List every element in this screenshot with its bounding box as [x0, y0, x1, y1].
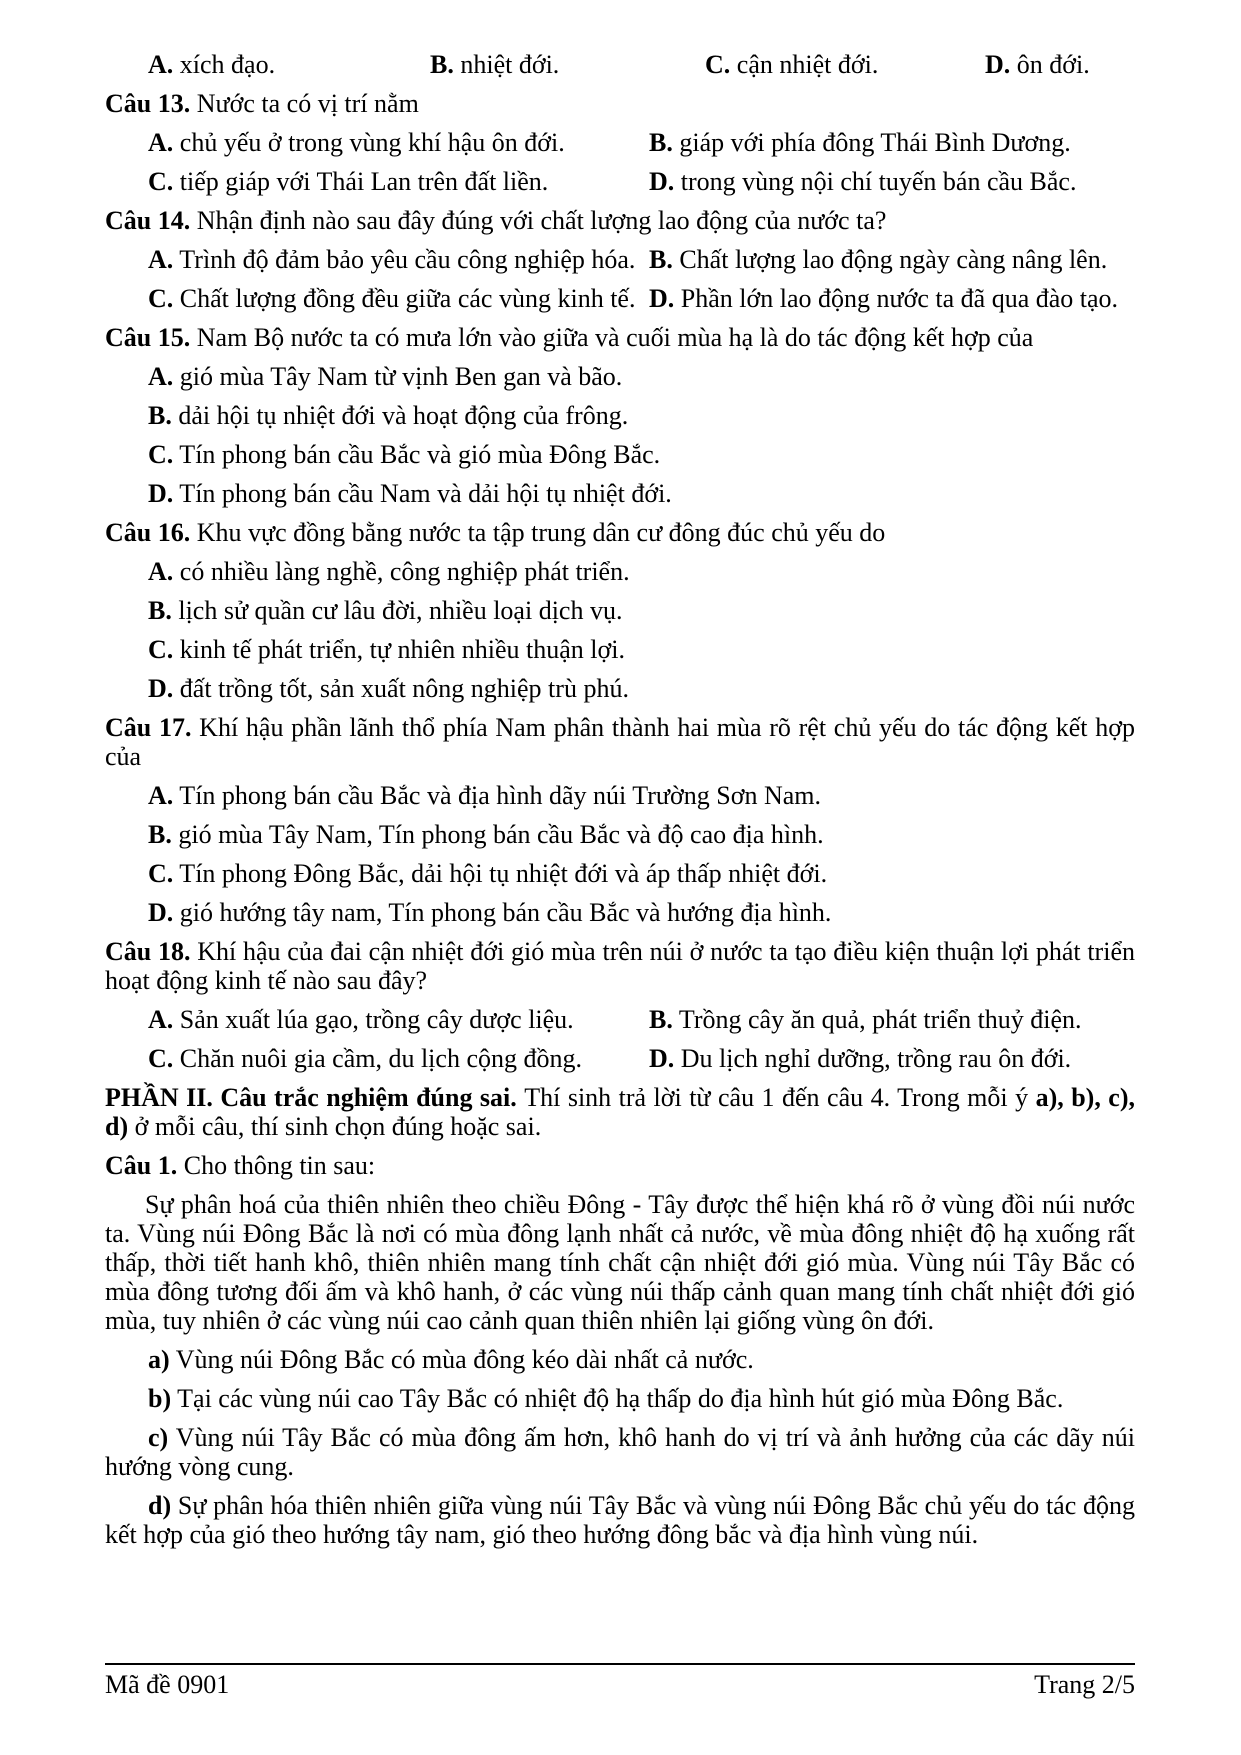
answer-option: D. đất trồng tốt, sản xuất nông nghiệp trù phú. [148, 674, 629, 703]
option-letter: B. [148, 596, 172, 625]
option-letter: D. [148, 898, 174, 927]
option-letter: C. [148, 440, 174, 469]
question-options-row [105, 50, 1135, 79]
option-letter: C. [148, 635, 174, 664]
answer-option: D. ôn đới. [985, 50, 1090, 79]
statement-letter: b) [148, 1384, 172, 1413]
answer-option: B. lịch sử quần cư lâu đời, nhiều loại dịch vụ. [148, 596, 623, 625]
option-letter: A. [148, 50, 174, 79]
question-label: Câu 15. [105, 323, 191, 352]
question-stem: Câu 15. Nam Bộ nước ta có mưa lớn vào giữa và cuối mùa hạ là do tác động kết hợp của [105, 323, 1034, 352]
answer-option: A. Sản xuất lúa gạo, trồng cây dược liệu. [148, 1005, 574, 1034]
option-letter: D. [985, 50, 1011, 79]
option-letter: A. [148, 1005, 174, 1034]
answer-option: A. Tín phong bán cầu Bắc và địa hình dãy núi Trường Sơn Nam. [148, 781, 821, 810]
section-heading-text: ở mỗi câu, thí sinh chọn đúng hoặc sai. [128, 1112, 542, 1141]
answer-option: C. Tín phong Đông Bắc, dải hội tụ nhiệt đới và áp thấp nhiệt đới. [148, 859, 828, 888]
exam-content [105, 50, 1135, 1549]
statement-letter: c) [148, 1423, 169, 1452]
section-heading-bold: PHẦN II. Câu trắc nghiệm đúng sai. [105, 1083, 525, 1112]
answer-option: C. Chăn nuôi gia cầm, du lịch cộng đồng. [148, 1044, 582, 1073]
answer-option: B. Chất lượng lao động ngày càng nâng lên. [649, 245, 1108, 274]
answer-option: C. cận nhiệt đới. [705, 50, 879, 79]
question-stem: Câu 16. Khu vực đồng bằng nước ta tập trung dân cư đông đúc chủ yếu do [105, 518, 886, 547]
question-options-row [105, 1005, 1135, 1034]
option-letter: A. [148, 362, 174, 391]
question-options-row [105, 1044, 1135, 1073]
answer-option: C. Tín phong bán cầu Bắc và gió mùa Đông Bắc. [148, 440, 661, 469]
question-label: Câu 17. [105, 713, 192, 742]
question-label: Câu 14. [105, 206, 191, 235]
option-letter: B. [148, 820, 172, 849]
question-stem: Câu 18. Khí hậu của đai cận nhiệt đới gió mùa trên núi ở nước ta tạo điều kiện thuận lợi phát triển hoạt động kinh tế nào sau đây? [105, 937, 1135, 995]
option-letter: C. [148, 1044, 174, 1073]
section-heading-text: Thí sinh trả lời từ câu 1 đến câu 4. Trong mỗi ý [524, 1083, 1036, 1112]
answer-option: D. gió hướng tây nam, Tín phong bán cầu Bắc và hướng địa hình. [148, 898, 832, 927]
answer-option: C. tiếp giáp với Thái Lan trên đất liền. [148, 167, 549, 196]
statement-item: d) Sự phân hóa thiên nhiên giữa vùng núi Tây Bắc và vùng núi Đông Bắc chủ yếu do tác động kết hợp của gió theo hướng tây nam, gió theo hướng đông bắc và địa hình vùng núi. [105, 1491, 1135, 1549]
answer-option: A. Trình độ đảm bảo yêu cầu công nghiệp hóa. [148, 245, 636, 274]
option-letter: D. [148, 674, 174, 703]
question-label: Câu 13. [105, 89, 191, 118]
statement-item: c) Vùng núi Tây Bắc có mùa đông ấm hơn, khô hanh do vị trí và ảnh hưởng của các dãy núi hướng vòng cung. [105, 1423, 1135, 1481]
answer-option: B. nhiệt đới. [430, 50, 560, 79]
statement-letter: a) [148, 1345, 170, 1374]
question-stem: Câu 1. Cho thông tin sau: [105, 1151, 376, 1180]
answer-option: D. trong vùng nội chí tuyến bán cầu Bắc. [649, 167, 1077, 196]
exam-code: Mã đề 0901 [105, 1670, 230, 1699]
answer-option: B. Trồng cây ăn quả, phát triển thuỷ điện. [649, 1005, 1082, 1034]
answer-option: A. xích đạo. [148, 50, 276, 79]
option-letter: B. [148, 401, 172, 430]
option-letter: A. [148, 781, 174, 810]
section-heading [105, 1083, 1135, 1141]
question-stem: Câu 17. Khí hậu phần lãnh thổ phía Nam phân thành hai mùa rõ rệt chủ yếu do tác động kết hợp của [105, 713, 1135, 771]
question-label: Câu 1. [105, 1151, 178, 1180]
answer-option: D. Tín phong bán cầu Nam và dải hội tụ nhiệt đới. [148, 479, 672, 508]
statement-item: a) Vùng núi Đông Bắc có mùa đông kéo dài nhất cả nước. [148, 1345, 754, 1374]
answer-option: A. chủ yếu ở trong vùng khí hậu ôn đới. [148, 128, 565, 157]
option-letter: A. [148, 128, 174, 157]
option-letter: C. [148, 167, 174, 196]
statement-item: b) Tại các vùng núi cao Tây Bắc có nhiệt độ hạ thấp do địa hình hút gió mùa Đông Bắc. [148, 1384, 1064, 1413]
option-letter: B. [649, 1005, 673, 1034]
option-letter: B. [649, 245, 673, 274]
page-footer [105, 1663, 1135, 1699]
question-label: Câu 16. [105, 518, 191, 547]
info-paragraph: Sự phân hoá của thiên nhiên theo chiều Đông - Tây được thể hiện khá rõ ở vùng đồi núi nước ta. Vùng núi Đông Bắc là nơi có mùa đông lạnh nhất cả nước, về mùa đông nhiệt độ hạ xuống rất thấp, thời tiết hanh khô, thiên nhiên mang tính chất cận nhiệt đới gió mùa. Vùng núi Tây Bắc có mùa đông tương đối ấm và khô hanh, ở các vùng núi thấp cảnh quan mang tính chất nhiệt đới gió mùa, tuy nhiên ở các vùng núi cao cảnh quan thiên nhiên lại giống vùng ôn đới. [105, 1190, 1135, 1335]
option-letter: D. [148, 479, 174, 508]
option-letter: A. [148, 245, 174, 274]
question-stem: Câu 14. Nhận định nào sau đây đúng với chất lượng lao động của nước ta? [105, 206, 887, 235]
question-options-row [105, 284, 1135, 313]
option-letter: D. [649, 167, 675, 196]
answer-option: B. gió mùa Tây Nam, Tín phong bán cầu Bắc và độ cao địa hình. [148, 820, 824, 849]
answer-option: A. gió mùa Tây Nam từ vịnh Ben gan và bão. [148, 362, 623, 391]
page-number: Trang 2/5 [1034, 1670, 1135, 1699]
question-options-row [105, 245, 1135, 274]
question-label: Câu 18. [105, 937, 191, 966]
answer-option: A. có nhiều làng nghề, công nghiệp phát triển. [148, 557, 630, 586]
statement-letter: d) [148, 1491, 172, 1520]
option-letter: C. [148, 284, 174, 313]
answer-option: D. Phần lớn lao động nước ta đã qua đào tạo. [649, 284, 1119, 313]
section-heading-bold: a), b), c), d) [105, 1083, 1135, 1141]
answer-option: C. Chất lượng đồng đều giữa các vùng kinh tế. [148, 284, 636, 313]
question-options-row [105, 128, 1135, 157]
answer-option: B. dải hội tụ nhiệt đới và hoạt động của frông. [148, 401, 629, 430]
question-options-row [105, 167, 1135, 196]
option-letter: A. [148, 557, 174, 586]
option-letter: B. [430, 50, 454, 79]
option-letter: C. [705, 50, 731, 79]
option-letter: D. [649, 1044, 675, 1073]
answer-option: D. Du lịch nghỉ dưỡng, trồng rau ôn đới. [649, 1044, 1072, 1073]
answer-option: B. giáp với phía đông Thái Bình Dương. [649, 128, 1071, 157]
option-letter: C. [148, 859, 174, 888]
option-letter: D. [649, 284, 675, 313]
question-stem: Câu 13. Nước ta có vị trí nằm [105, 89, 419, 118]
option-letter: B. [649, 128, 673, 157]
answer-option: C. kinh tế phát triển, tự nhiên nhiều thuận lợi. [148, 635, 625, 664]
